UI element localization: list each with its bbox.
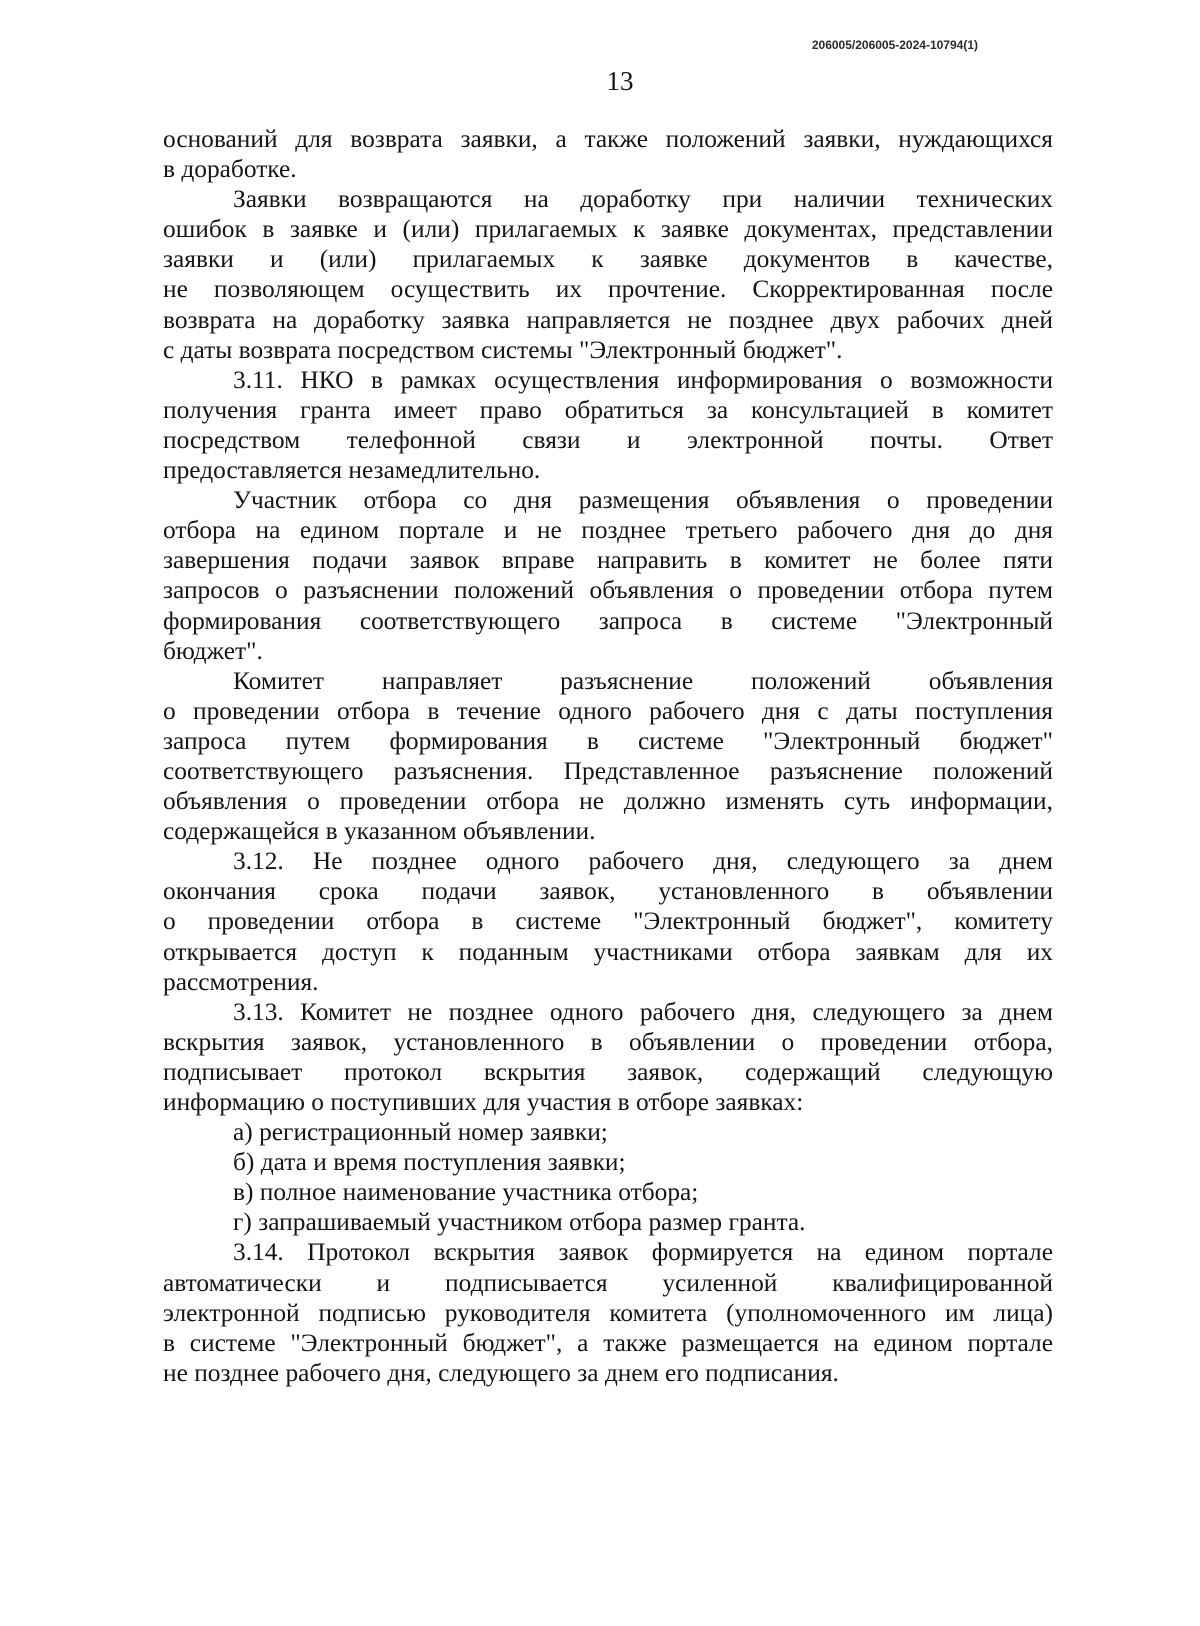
text-line: в системе "Электронный бюджет", а также размещается на едином портале [163, 1328, 1053, 1357]
text-line: в доработке. [163, 155, 297, 184]
text-line: о проведении отбора в течение одного рабочего дня с даты поступления [163, 696, 1053, 725]
text-line: объявления о проведении отбора не должно изменять суть информации, [163, 787, 1053, 816]
text-line: не позднее рабочего дня, следующего за днем его подписания. [163, 1358, 839, 1387]
text-line: 3.14. Протокол вскрытия заявок формируется на едином портале [233, 1238, 1053, 1267]
text-line: посредством телефонной связи и электронной почты. Ответ [163, 425, 1053, 454]
text-line: 3.13. Комитет не позднее одного рабочего дня, следующего за днем [233, 997, 1053, 1026]
text-line: вскрытия заявок, установленного в объявлении о проведении отбора, [163, 1027, 1053, 1056]
text-line: открывается доступ к поданным участниками отбора заявкам для их [163, 937, 1053, 966]
page-number: 13 [606, 66, 634, 96]
text-line: получения гранта имеет право обратиться за консультацией в комитет [163, 395, 1053, 424]
text-line: информацию о поступивших для участия в отборе заявках: [163, 1088, 804, 1116]
text-line: окончания срока подачи заявок, установленного в объявлении [163, 877, 1053, 906]
text-line: формирования соответствующего запроса в системе "Электронный [163, 606, 1053, 635]
text-line: возврата на доработку заявка направляется не позднее двух рабочих дней [163, 305, 1053, 334]
text-line: а) регистрационный номер заявки; [233, 1118, 608, 1147]
text-line: б) дата и время поступления заявки; [233, 1148, 626, 1177]
text-line: Комитет направляет разъяснение положений объявления [233, 666, 1053, 695]
text-line: в) полное наименование участника отбора; [233, 1178, 699, 1207]
document-id: 206005/206005-2024-10794(1) [811, 38, 978, 52]
text-line: запросов о разъяснении положений объявления о проведении отбора путем [163, 576, 1053, 605]
text-line: Заявки возвращаются на доработку при наличии технических [233, 185, 1053, 214]
text-line: подписывает протокол вскрытия заявок, содержащий следующую [163, 1057, 1053, 1086]
text-line: оснований для возврата заявки, а также положений заявки, нуждающихся [163, 125, 1053, 153]
text-line: завершения подачи заявок вправе направить в комитет не более пяти [163, 546, 1053, 575]
text-line: электронной подписью руководителя комитета (уполномоченного им лица) [163, 1298, 1053, 1327]
text-line: автоматически и подписывается усиленной квалифицированной [163, 1268, 1053, 1297]
text-line: ошибок в заявке и (или) прилагаемых к заявке документах, представлении [163, 215, 1053, 244]
text-line: заявки и (или) прилагаемых к заявке документов в качестве, [163, 245, 1053, 274]
text-line: отбора на едином портале и не позднее третьего рабочего дня до дня [163, 516, 1053, 545]
text-line: 3.11. НКО в рамках осуществления информирования о возможности [233, 365, 1053, 394]
text-line: г) запрашиваемый участником отбора размер гранта. [233, 1208, 806, 1237]
text-line: Участник отбора со дня размещения объявления о проведении [233, 486, 1053, 515]
body-text [163, 124, 1053, 1388]
text-line: 3.12. Не позднее одного рабочего дня, следующего за днем [233, 847, 1053, 876]
text-line: рассмотрения. [163, 967, 319, 996]
text-line: содержащейся в указанном объявлении. [163, 817, 596, 846]
text-line: о проведении отбора в системе "Электронный бюджет", комитету [163, 907, 1053, 936]
text-line: бюджет". [163, 636, 263, 665]
text-line: с даты возврата посредством системы "Электронный бюджет". [163, 335, 843, 364]
text-line: не позволяющем осуществить их прочтение. Скорректированная после [163, 275, 1053, 304]
text-line: запроса путем формирования в системе "Электронный бюджет" [163, 726, 1053, 755]
text-line: соответствующего разъяснения. Представленное разъяснение положений [163, 756, 1053, 785]
text-line: предоставляется незамедлительно. [163, 456, 541, 485]
